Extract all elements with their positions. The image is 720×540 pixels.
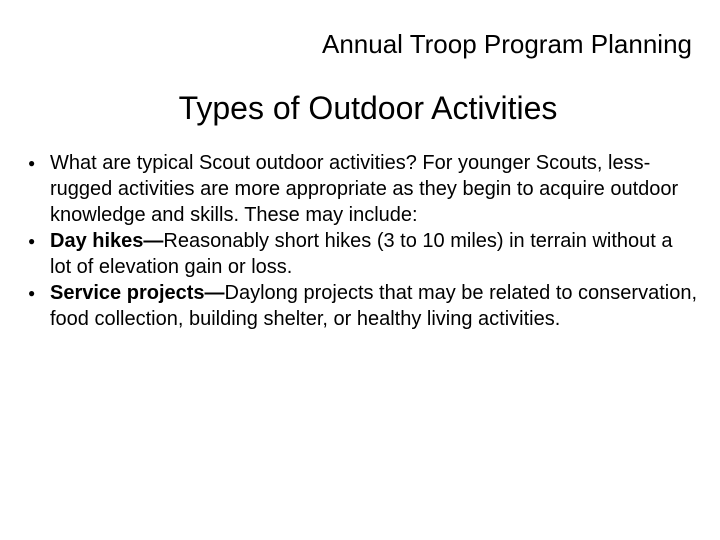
bullet-text: Reasonably short hikes (3 to 10 miles) in terrain without a lot of elevation gain or loss. <box>50 230 673 278</box>
bullet-term: Service projects— <box>50 282 225 304</box>
bullet-text: What are typical Scout outdoor activities? For younger Scouts, less-rugged activities are more appropriate as they begin to acquire outdoor knowledge and skills. These may include: <box>50 152 679 226</box>
bullet-term: Day hikes— <box>50 230 164 252</box>
bullet-list <box>0 150 720 332</box>
header-title: Annual Troop Program Planning <box>321 29 692 59</box>
bullet-item-intro <box>0 150 720 228</box>
bullet-icon: ● <box>28 156 36 170</box>
bullet-icon: ● <box>28 286 36 300</box>
bullet-item-service-projects <box>0 280 720 332</box>
slide-title: Types of Outdoor Activities <box>178 90 558 126</box>
bullet-text: Daylong projects that may be related to conservation, food collection, building shelter, or healthy living activities. <box>50 282 698 330</box>
bullet-icon: ● <box>28 234 36 248</box>
bullet-item-day-hikes <box>0 228 720 280</box>
